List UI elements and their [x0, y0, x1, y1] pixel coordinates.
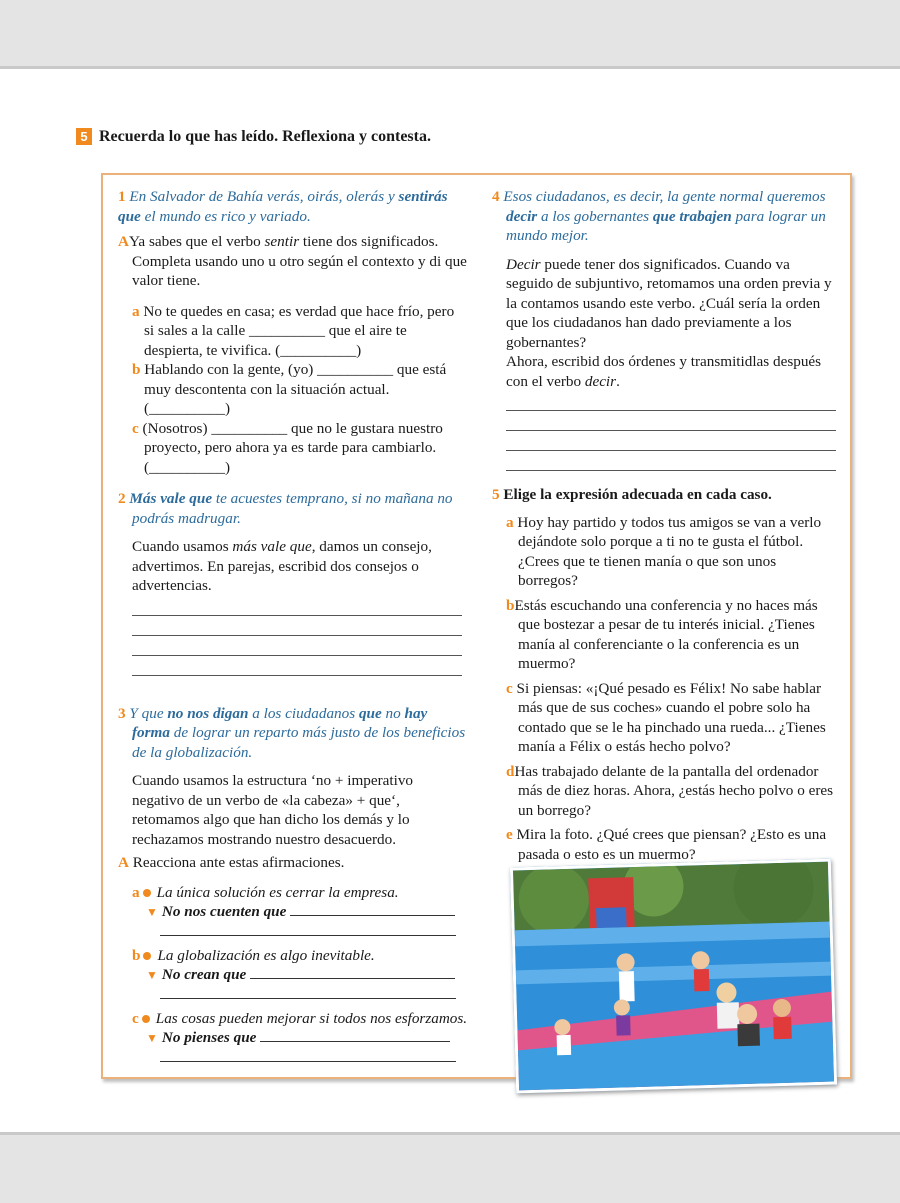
- answer-line[interactable]: [160, 986, 456, 999]
- triangle-down-icon: ▼: [146, 968, 158, 982]
- q4-prompt: 4 Esos ciudadanos, es decir, la gente normal queremos decir a los gobernantes que trabajen para lograr un mundo mejor.: [492, 188, 826, 244]
- q2-prompt: 2 Más vale que te acuestes temprano, si no mañana no podrás madrugar.: [118, 490, 453, 527]
- q1-item-a: a No te quedes en casa; es verdad que hace frío, pero si sales a la calle __________ que el aire te despierta, te vivifica. (__________): [132, 302, 455, 359]
- right-column: [492, 187, 837, 864]
- answer-blank[interactable]: [260, 1029, 450, 1042]
- q1-item-c: c (Nosotros) __________ que no le gustara nuestro proyecto, pero ahora ya es tarde para cambiarlo. (__________): [132, 419, 443, 476]
- bullet-dot-icon: [143, 889, 151, 897]
- triangle-down-icon: ▼: [146, 1031, 158, 1045]
- blank-input[interactable]: __________: [317, 361, 394, 378]
- q2-text: Cuando usamos más vale que, damos un consejo, advertimos. En parejas, escribid dos consejos o advertencias.: [132, 538, 432, 594]
- answer-line[interactable]: [160, 923, 456, 936]
- answer-blank[interactable]: [290, 903, 455, 916]
- answer-blank[interactable]: [250, 966, 455, 979]
- q3-number: 3: [118, 704, 126, 722]
- q5-item-b: bEstás escuchando una conferencia y no haces más que bostezar a pesar de tu interés inicial. ¿Tienes manía al conferenciante o la conferencia es un muermo?: [506, 596, 818, 672]
- blank-input[interactable]: __________: [149, 458, 225, 476]
- answer-line[interactable]: [506, 391, 836, 411]
- answer-line[interactable]: [160, 1049, 456, 1062]
- q5-item-e: e Mira la foto. ¿Qué crees que piensan? ¿Esto es una pasada o esto es un muermo?: [506, 826, 827, 863]
- blank-input[interactable]: __________: [280, 341, 357, 359]
- blank-input[interactable]: __________: [149, 400, 225, 417]
- section-heading: [76, 128, 431, 146]
- bouncy-castle-photo: [510, 859, 837, 1094]
- answer-line[interactable]: [506, 431, 836, 451]
- q3-text: Cuando usamos la estructura ‘no + imperativo negativo de un verbo de «la cabeza» + que‘, retomamos algo que han dicho los demás y lo rechazamos mostrando nuestro desacuerdo.: [132, 772, 414, 848]
- q3-item-a: a La única solución es cerrar la empresa. ▼ No nos cuenten que: [118, 883, 468, 936]
- blank-input[interactable]: __________: [249, 322, 325, 339]
- bullet-dot-icon: [143, 952, 151, 960]
- q5-item-c: c Si piensas: «¡Qué pesado es Félix! No sabe hablar más que de sus coches» cuando el pobre solo ha contado que se le ha pinchado una rueda... ¿Tienes manía a Félix o estás hecho polvo?: [506, 679, 826, 755]
- answer-line[interactable]: [506, 411, 836, 431]
- q5-item-a: a Hoy hay partido y todos tus amigos se van a verlo dejándote solo porque a ti no te gusta el fútbol. ¿Crees que te tienen manía o que son unos borregos?: [506, 513, 822, 589]
- q5-item-d: dHas trabajado delante de la pantalla del ordenador más de diez horas. Ahora, ¿estás hecho polvo o eres un borrego?: [506, 762, 834, 819]
- bottom-band: [0, 1132, 900, 1203]
- q1-number: 1: [118, 188, 126, 205]
- answer-line[interactable]: [506, 451, 836, 471]
- blank-input[interactable]: __________: [211, 419, 288, 437]
- q5-number: 5: [492, 486, 500, 503]
- q5-title: 5 Elige la expresión adecuada en cada caso.: [492, 486, 772, 503]
- answer-line[interactable]: [132, 636, 462, 656]
- q2-number: 2: [118, 490, 126, 507]
- q1-item-b: b Hablando con la gente, (yo) __________ que está muy descontenta con la situación actual. (__________): [132, 361, 447, 417]
- q3-instruction: A Reacciona ante estas afirmaciones.: [118, 854, 345, 871]
- q3-prompt: 3 Y que no nos digan a los ciudadanos que no hay forma de lograr un reparto más justo de los beneficios de la globalización.: [118, 704, 466, 761]
- answer-line[interactable]: [132, 616, 462, 636]
- section-number: 5: [76, 128, 92, 145]
- q4-text: Decir puede tener dos significados. Cuando va seguido de subjuntivo, retomamos una orden previa y la contamos usando este verbo. ¿Cuál sería la orden que los ciudadanos han dado previamente a los gobernantes?: [506, 255, 832, 351]
- q1-instruction: AYa sabes que el verbo sentir tiene dos significados. Completa usando uno u otro según el contexto y di que valor tiene.: [118, 233, 467, 289]
- q3-item-b: b La globalización es algo inevitable. ▼ No crean que: [118, 946, 468, 999]
- answer-line[interactable]: [132, 656, 462, 676]
- q4-number: 4: [492, 188, 500, 205]
- left-column: [118, 187, 468, 1062]
- q1-prompt: 1 En Salvador de Bahía verás, oirás, olerás y sentirás que el mundo es rico y variado.: [118, 188, 448, 225]
- q4-text2: Ahora, escribid dos órdenes y transmitidlas después con el verbo decir.: [506, 353, 822, 390]
- triangle-down-icon: ▼: [146, 905, 158, 919]
- section-title: Recuerda lo que has leído. Reflexiona y contesta.: [99, 128, 431, 145]
- bullet-dot-icon: [142, 1015, 150, 1023]
- q3-item-c: c Las cosas pueden mejorar si todos nos esforzamos. ▼ No pienses que: [118, 1009, 468, 1062]
- exercise-box: [101, 173, 852, 1079]
- top-band: [0, 0, 900, 69]
- answer-line[interactable]: [132, 596, 462, 616]
